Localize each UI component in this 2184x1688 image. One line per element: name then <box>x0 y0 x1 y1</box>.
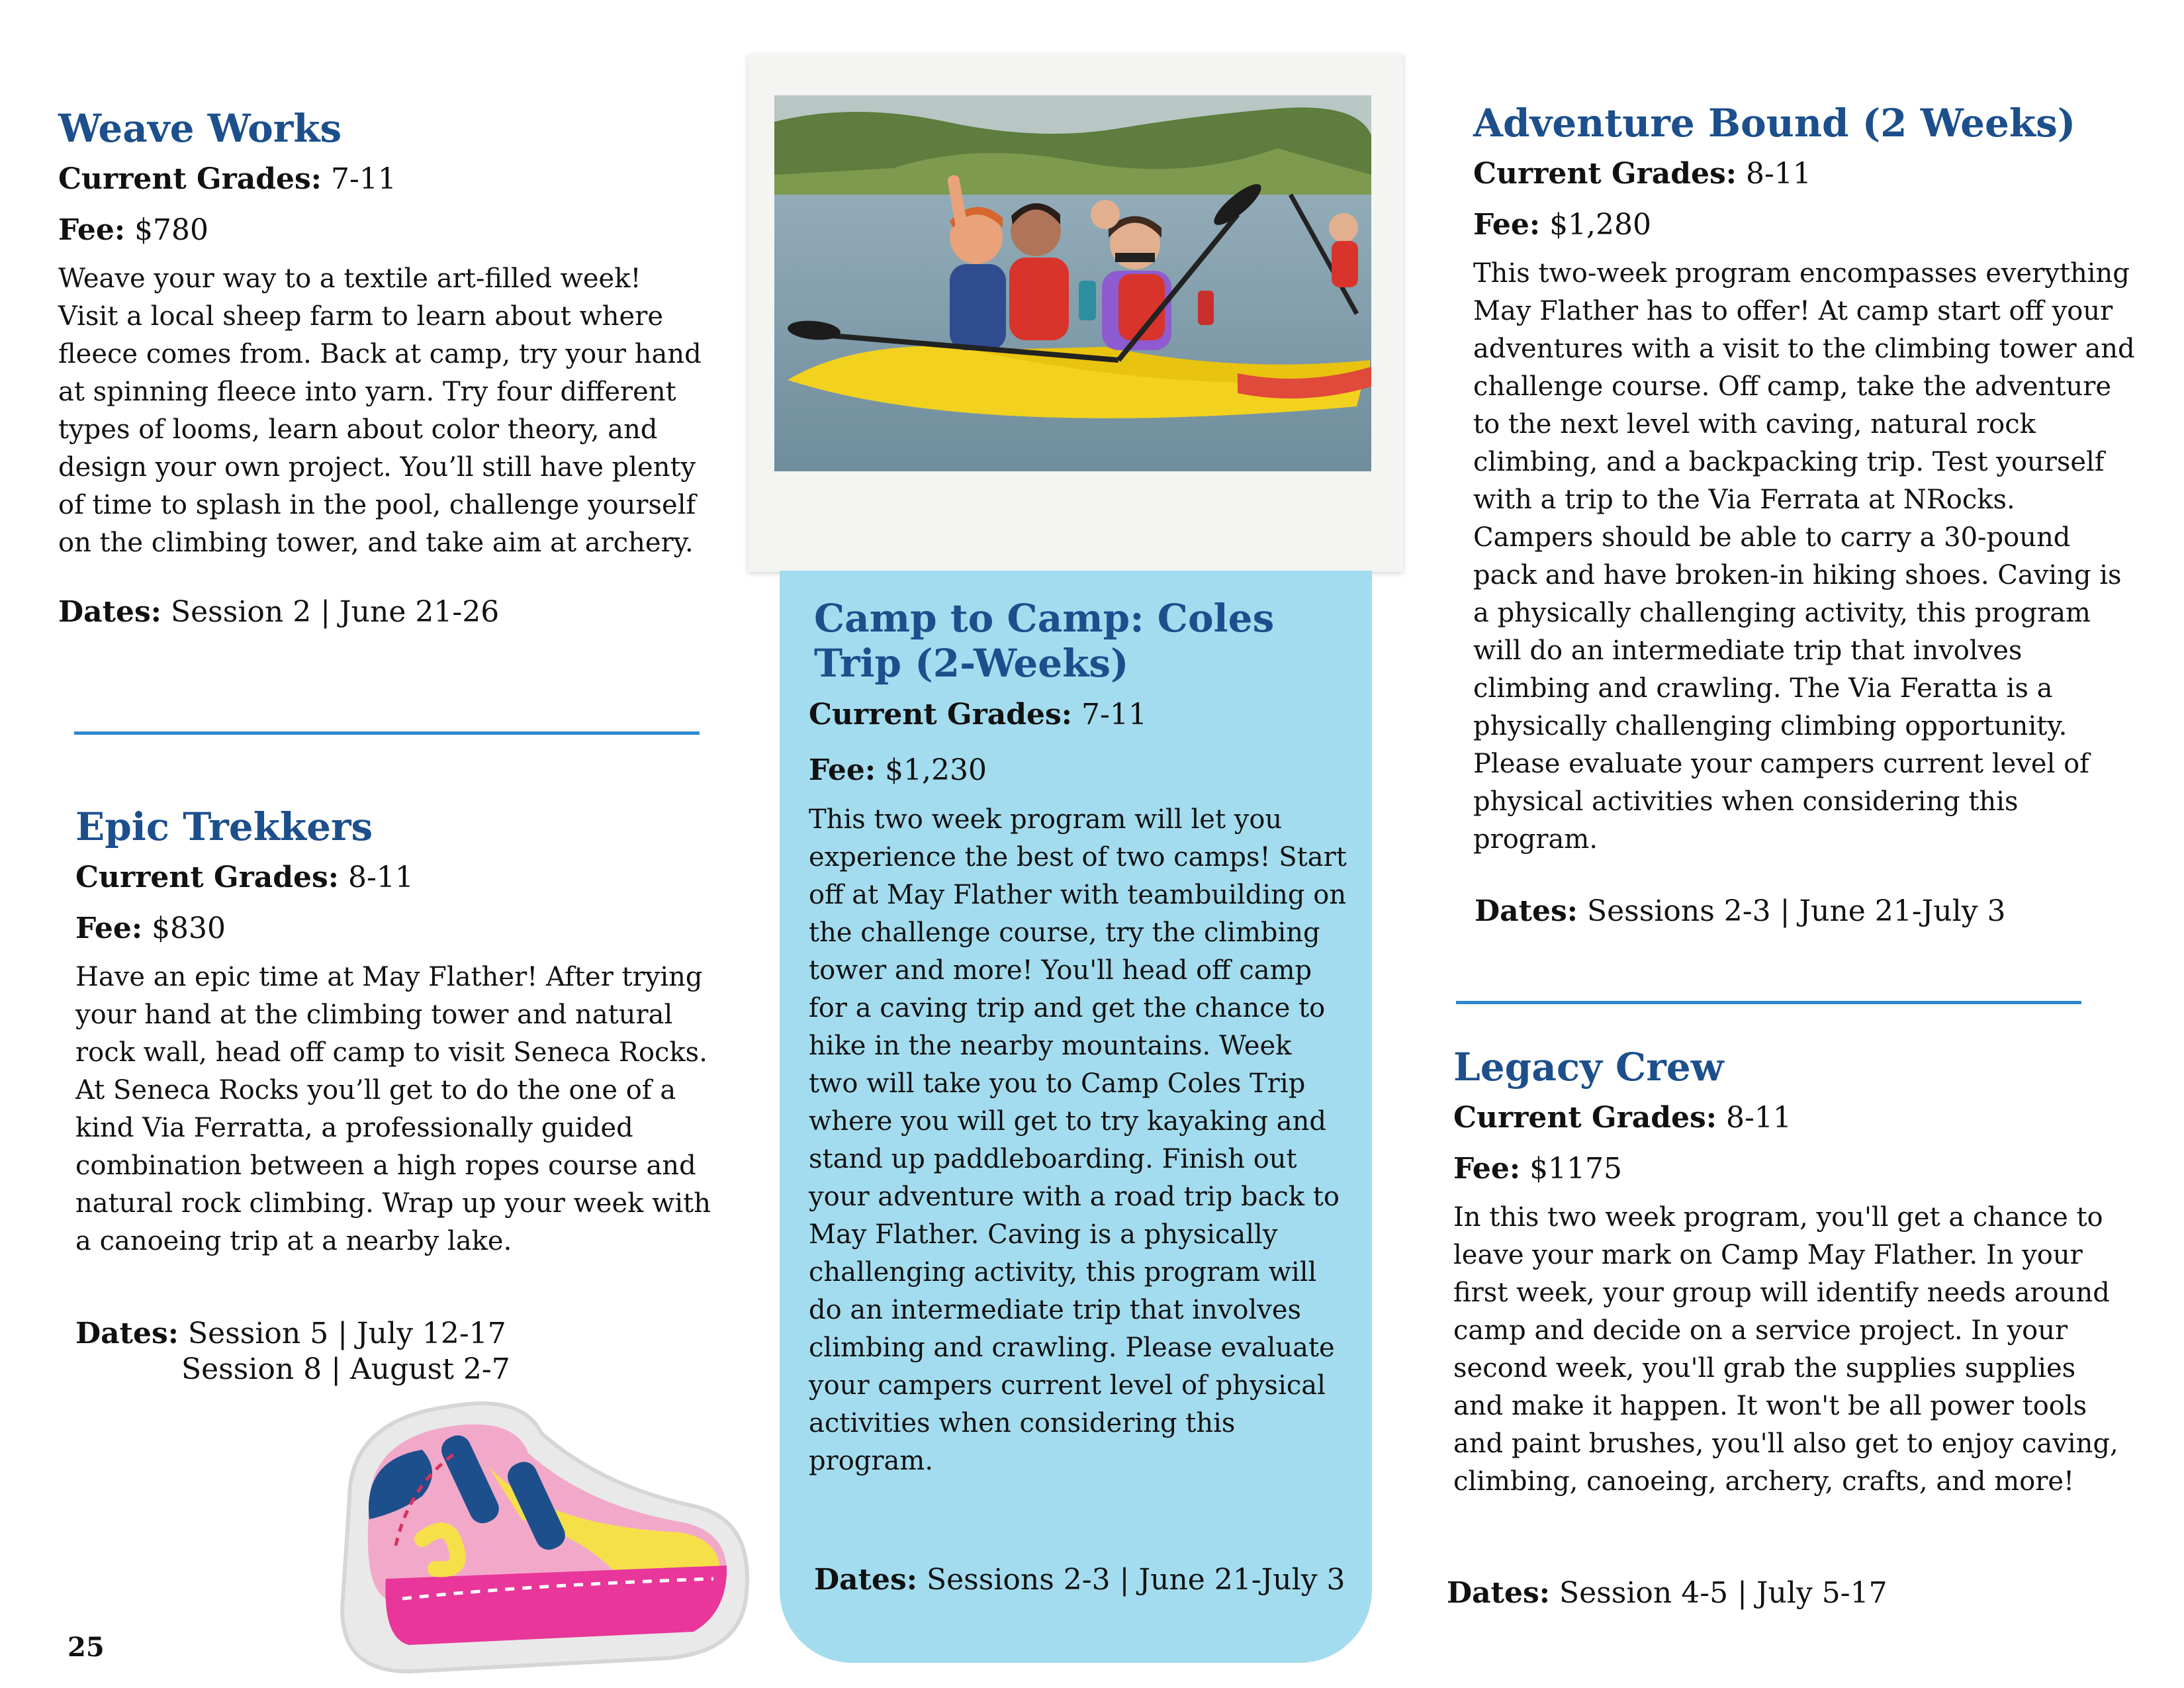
program-epic-trekkers <box>75 804 711 1260</box>
program-description: In this two week program, you'll get a chance to leave your mark on Camp May Flather. In your first week, your group will identify needs around camp and decide on a service project. In your second week, you'll grab the supplies supplies and make it happen. It won't be all power tools and paint brushes, you'll also get to enjoy caving, climbing, canoeing, archery, crafts, and more! <box>1453 1202 2118 1497</box>
program-title: Epic Trekkers <box>75 804 373 849</box>
sneaker-sticker-icon <box>323 1380 760 1685</box>
program-legacy-crew <box>1453 1045 2122 1501</box>
dates-line: Dates: Sessions 2-3 | June 21-July 3 <box>814 1563 1345 1597</box>
program-title: Weave Works <box>58 106 342 151</box>
program-title: Adventure Bound (2 Weeks) <box>1473 101 2076 146</box>
dates-line: Dates: Session 5 | July 12-17 Session 8 | August 2-7 <box>75 1317 510 1386</box>
fee-line: Fee: $1175 <box>1453 1151 1623 1186</box>
page-number: 25 <box>68 1632 105 1663</box>
grades-line: Current Grades: 7-11 <box>58 162 396 197</box>
program-description: Weave your way to a textile art-filled week! Visit a local sheep farm to learn about where fleece comes from. Back at camp, try your hand at spinning fleece into yarn. Try four different types of looms, learn about color theory, and design your own project. You’ll still have plenty of time to splash in the pool, challenge yourself on the climbing tower, and take aim at archery. <box>58 263 702 559</box>
grades-line: Current Grades: 8-11 <box>1453 1101 1792 1135</box>
program-title: Legacy Crew <box>1453 1045 1724 1090</box>
kayaking-photo <box>774 95 1371 471</box>
fee-line: Fee: $1,230 <box>809 753 987 788</box>
program-weave-works <box>58 106 707 562</box>
grades-line: Current Grades: 8-11 <box>75 861 414 895</box>
program-title: Camp to Camp: Coles Trip (2-Weeks) <box>814 596 1275 686</box>
fee-line: Fee: $780 <box>58 212 209 247</box>
dates-line: Dates: Session 4-5 | July 5-17 <box>1447 1576 1888 1610</box>
section-divider <box>1456 1001 2081 1004</box>
dates-line: Dates: Session 2 | June 21-26 <box>58 595 500 629</box>
grades-line: Current Grades: 7-11 <box>809 697 1147 731</box>
program-description: Have an epic time at May Flather! After trying your hand at the climbing tower and natural rock wall, head off camp to visit Seneca Rocks. At Seneca Rocks you’ll get to do the one of a kind Via Ferratta, a professionally guided combination between a high ropes course and natural rock climbing. Wrap up your week with a canoeing trip at a nearby lake. <box>75 962 711 1257</box>
program-adventure-bound <box>1473 101 2142 859</box>
fee-line: Fee: $1,280 <box>1473 207 1652 242</box>
section-divider <box>74 731 700 735</box>
fee-line: Fee: $830 <box>75 911 226 945</box>
program-coles-trip <box>809 596 1348 1480</box>
photo-frame <box>748 54 1403 572</box>
grades-line: Current Grades: 8-11 <box>1473 157 1811 191</box>
program-description: This two week program will let you experience the best of two camps! Start off at May Flather with teambuilding on the challenge course, try the climbing tower and more! You'll head off camp for a caving trip and get the chance to hike in the nearby mountains. Week two will take you to Camp Coles Trip where you will get to try kayaking and stand up paddleboarding. Finish out your adventure with a road trip back to May Flather. Caving is a physically challenging activity, this program will do an intermediate trip that involves climbing and crawling. Please evaluate your campers current level of physical activities when considering this program. <box>809 804 1347 1476</box>
dates-line: Dates: Sessions 2-3 | June 21-July 3 <box>1475 894 2006 928</box>
program-description: This two-week program encompasses everything May Flather has to offer! At camp start off your adventures with a visit to the climbing tower and challenge course. Off camp, take the adventure to the next level with caving, natural rock climbing, and a backpacking trip. Test yourself with a trip to the Via Ferrata at NRocks. Campers should be able to carry a 30-pound pack and have broken-in hiking shoes. Caving is a physically challenging activity, this program will do an intermediate trip that involves climbing and crawling. The Via Feratta is a physically challenging climbing opportunity. Please evaluate your campers current level of physical activities when considering this program. <box>1473 258 2135 855</box>
